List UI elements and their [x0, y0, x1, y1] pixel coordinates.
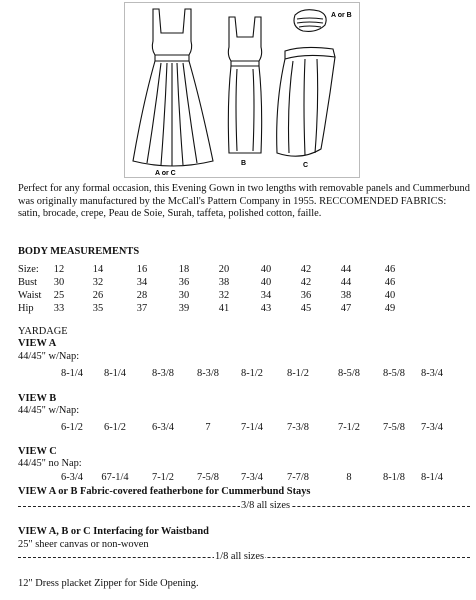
featherbone-amount-line — [18, 500, 470, 512]
yardage-cell: 7 — [205, 422, 211, 433]
featherbone-amount: 3/8 all sizes — [241, 500, 291, 511]
view-a-fabric: 44/45" w/Nap: — [18, 351, 80, 362]
yardage-cell: 7-1/4 — [241, 422, 263, 433]
measurement-cell: 46 — [384, 264, 396, 275]
measurement-cell: 40 — [384, 290, 396, 301]
view-b-title: VIEW B — [18, 393, 57, 404]
yardage-cell: 8-1/8 — [383, 472, 405, 483]
measurement-cell: 14 — [92, 264, 104, 275]
view-c-yardage-row — [0, 472, 476, 484]
measurement-cell: 41 — [218, 303, 230, 314]
yardage-cell: 8-1/4 — [421, 472, 443, 483]
interfacing-title: VIEW A, B or C Interfacing for Waistband — [18, 526, 209, 537]
measurement-cell: 33 — [53, 303, 65, 314]
measurement-cell: 36 — [178, 277, 190, 288]
yardage-cell: 7-3/4 — [421, 422, 443, 433]
measurement-cell: 44 — [340, 264, 352, 275]
measurement-label: Bust — [18, 277, 38, 288]
measurement-cell: 34 — [260, 290, 272, 301]
featherbone-title: VIEW A or B Fabric-covered featherbone for Cummerbund Stays — [18, 486, 311, 497]
yardage-cell: 7-5/8 — [383, 422, 405, 433]
measurement-cell: 32 — [218, 290, 230, 301]
yardage-cell: 8-3/4 — [421, 368, 443, 379]
measurement-cell: 34 — [136, 277, 148, 288]
yardage-cell: 8-1/2 — [287, 368, 309, 379]
yardage-cell: 7-3/4 — [241, 472, 263, 483]
interfacing-amount-line — [18, 551, 470, 563]
measurement-cell: 40 — [260, 264, 272, 275]
measurement-cell: 37 — [136, 303, 148, 314]
label-a-or-c: A or C — [155, 170, 176, 177]
measurement-cell: 36 — [300, 290, 312, 301]
interfacing-material: 25" sheer canvas or non-woven — [18, 539, 149, 550]
yardage-cell: 7-7/8 — [287, 472, 309, 483]
view-c-fabric: 44/45" no Nap: — [18, 458, 82, 469]
measurement-cell: 46 — [384, 277, 396, 288]
measurement-cell: 28 — [136, 290, 148, 301]
view-a-title: VIEW A — [18, 338, 57, 349]
measurements-title: BODY MEASUREMENTS — [18, 246, 140, 257]
yardage-title: YARDAGE — [18, 326, 68, 337]
yardage-cell: 6-1/2 — [61, 422, 83, 433]
yardage-cell: 67-1/4 — [101, 472, 129, 483]
yardage-cell: 7-1/2 — [152, 472, 174, 483]
label-c: C — [303, 162, 309, 169]
measurement-cell: 45 — [300, 303, 312, 314]
yardage-cell: 8-1/4 — [104, 368, 126, 379]
measurement-cell: 20 — [218, 264, 230, 275]
measurement-cell: 40 — [260, 277, 272, 288]
intro-paragraph: Perfect for any formal occasion, this Evening Gown in two lengths with removable panels and Cummerbund was originally manufactured by the McCall's Pattern Company in 1955. RECCOMENDED FABRICS: satin, brocade, crepe, Peau de Soie, Surah, taffeta, polished cotton, faille. — [18, 183, 470, 220]
measurement-cell: 38 — [340, 290, 352, 301]
measurement-cell: 39 — [178, 303, 190, 314]
measurement-cell: 32 — [92, 277, 104, 288]
yardage-cell: 7-5/8 — [197, 472, 219, 483]
measurement-cell: 35 — [92, 303, 104, 314]
label-a-or-b: A or B — [331, 12, 352, 19]
yardage-cell: 7-1/2 — [338, 422, 360, 433]
measurement-label: Size: — [18, 264, 39, 275]
measurement-cell: 42 — [300, 264, 312, 275]
measurement-cell: 47 — [340, 303, 352, 314]
yardage-cell: 6-3/4 — [61, 472, 83, 483]
label-b: B — [241, 160, 247, 167]
measurement-cell: 42 — [300, 277, 312, 288]
view-a-yardage-row — [0, 368, 476, 380]
measurement-cell: 16 — [136, 264, 148, 275]
yardage-cell: 8-1/4 — [61, 368, 83, 379]
measurement-label: Hip — [18, 303, 34, 314]
zipper-note: 12" Dress placket Zipper for Side Opening. — [18, 578, 199, 589]
yardage-cell: 6-1/2 — [104, 422, 126, 433]
yardage-cell: 8-5/8 — [383, 368, 405, 379]
yardage-cell: 8-3/8 — [197, 368, 219, 379]
measurement-cell: 38 — [218, 277, 230, 288]
yardage-cell: 8-3/8 — [152, 368, 174, 379]
measurement-cell: 12 — [53, 264, 65, 275]
measurement-cell: 49 — [384, 303, 396, 314]
view-c-title: VIEW C — [18, 446, 57, 457]
measurement-cell: 44 — [340, 277, 352, 288]
measurement-cell: 43 — [260, 303, 272, 314]
view-b-yardage-row — [0, 422, 476, 434]
measurement-cell: 30 — [178, 290, 190, 301]
yardage-cell: 6-3/4 — [152, 422, 174, 433]
yardage-cell: 8 — [346, 472, 352, 483]
interfacing-amount: 1/8 all sizes — [215, 551, 265, 562]
gown-sketch — [125, 3, 359, 177]
measurement-cell: 18 — [178, 264, 190, 275]
yardage-cell: 8-1/2 — [241, 368, 263, 379]
measurement-label: Waist — [18, 290, 42, 301]
measurement-cell: 25 — [53, 290, 65, 301]
pattern-illustration — [124, 2, 360, 178]
yardage-cell: 7-3/8 — [287, 422, 309, 433]
measurement-cell: 30 — [53, 277, 65, 288]
view-b-fabric: 44/45" w/Nap: — [18, 405, 80, 416]
measurement-cell: 26 — [92, 290, 104, 301]
yardage-cell: 8-5/8 — [338, 368, 360, 379]
